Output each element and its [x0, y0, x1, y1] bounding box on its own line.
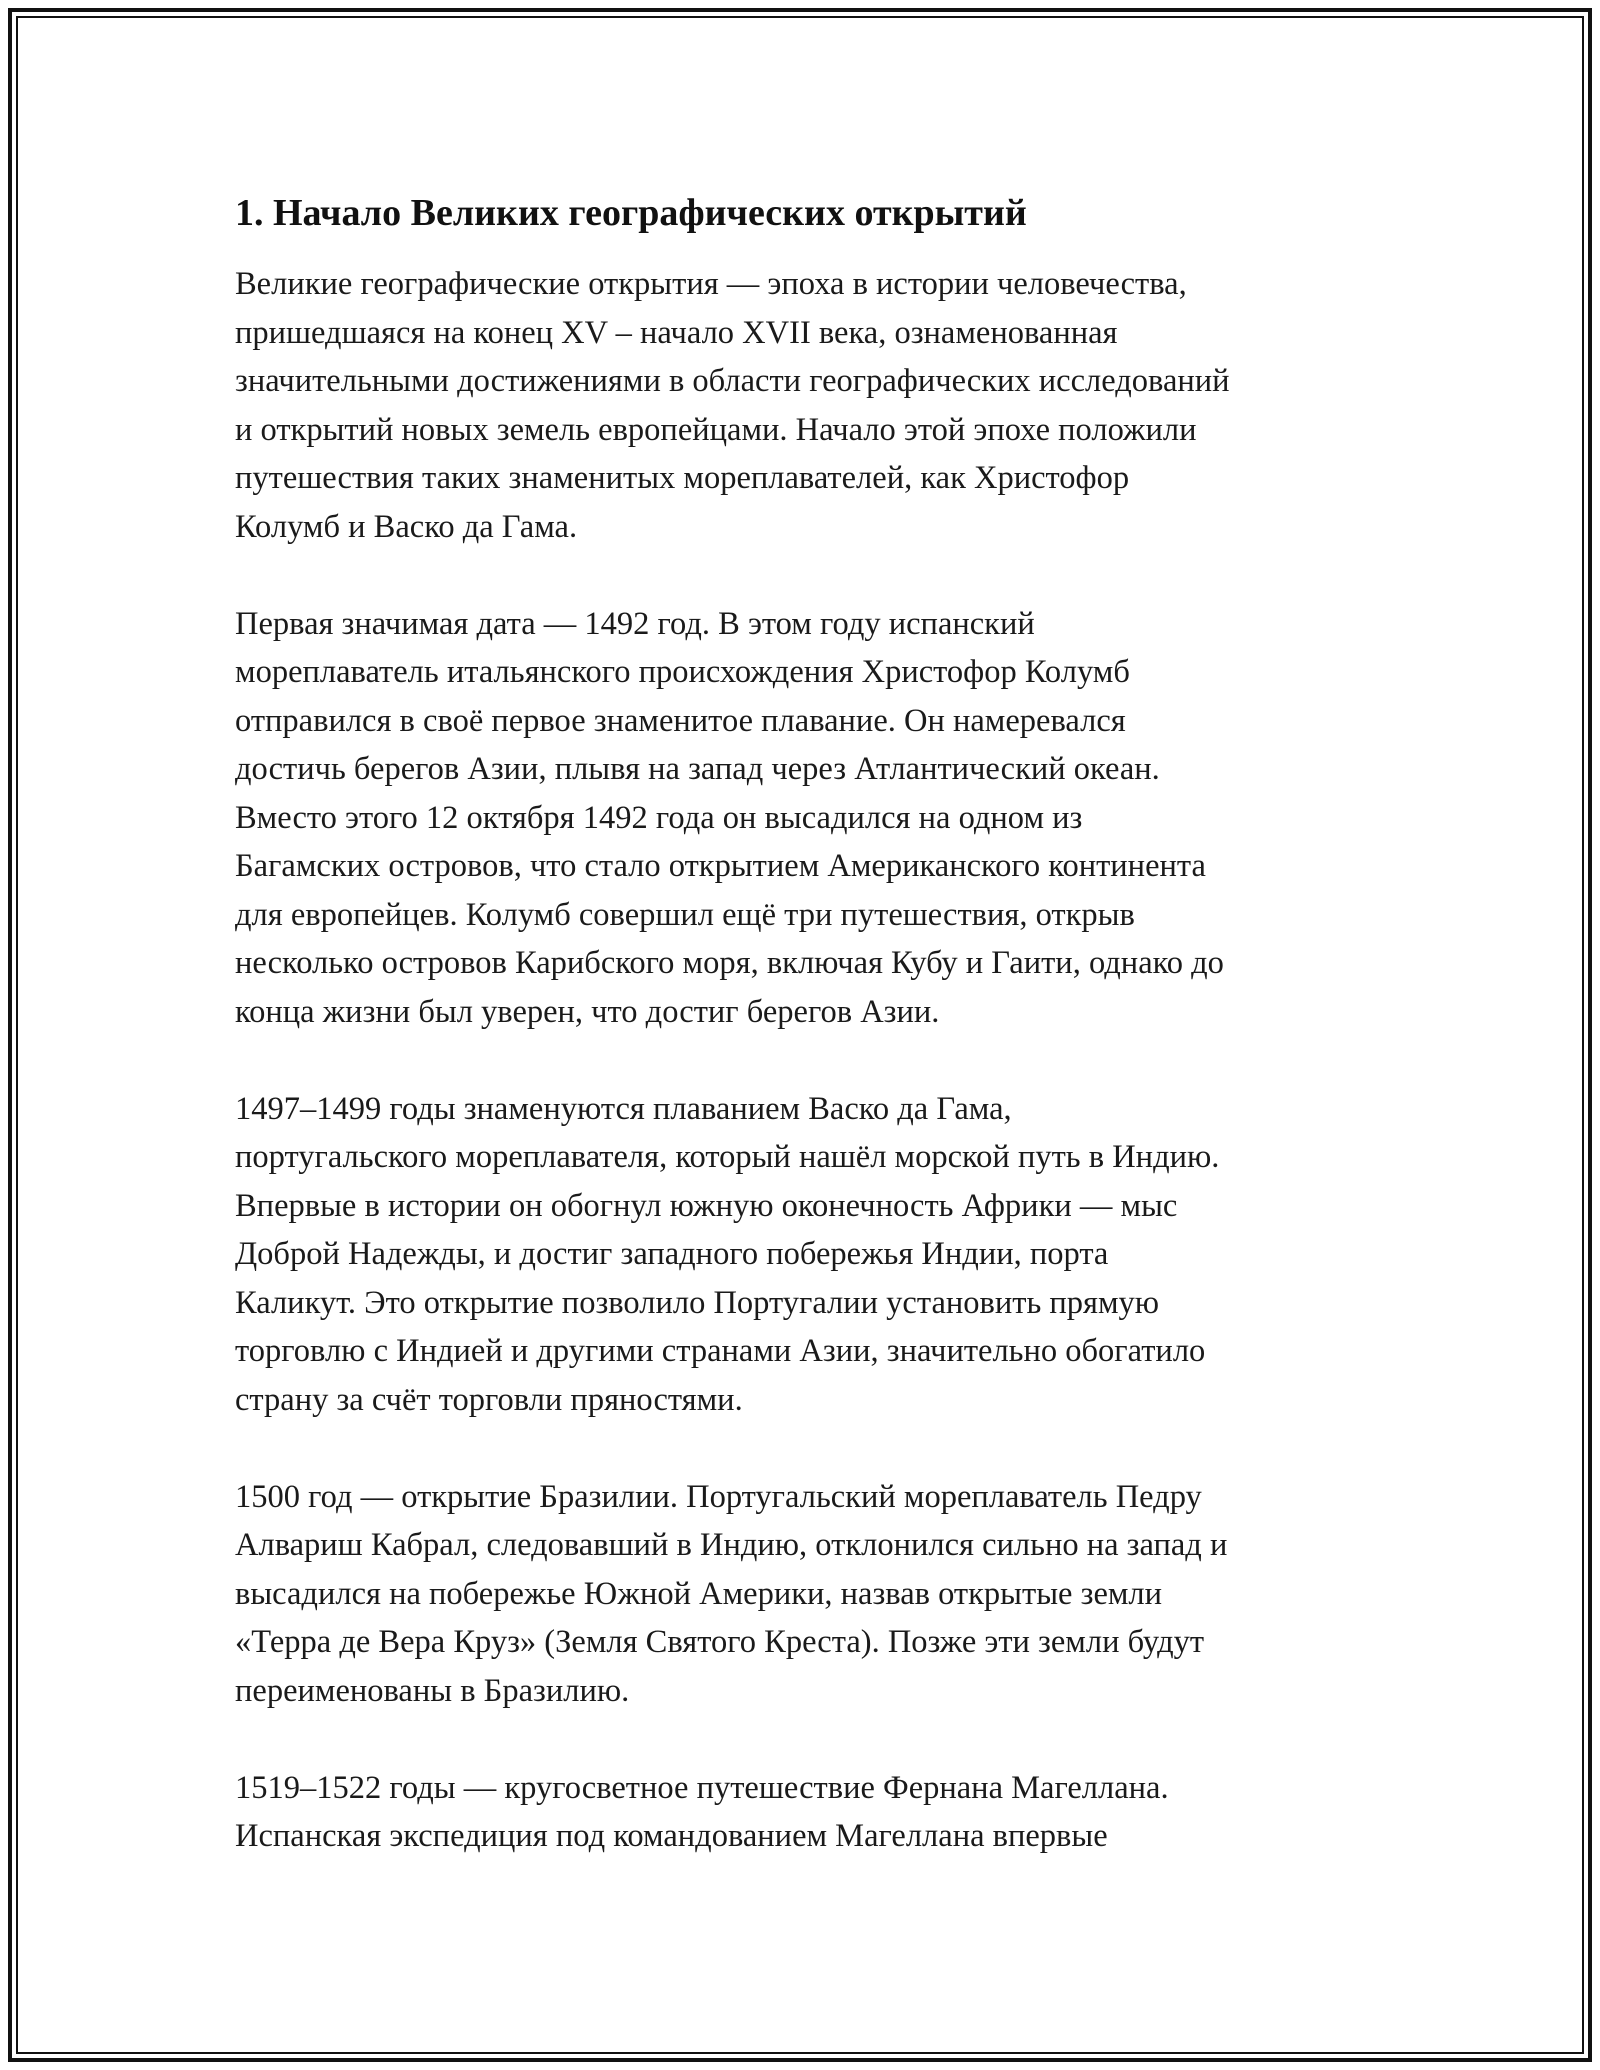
text-line: 1497–1499 годы знаменуются плаванием Васко да Гама,: [235, 1090, 1012, 1127]
section-heading: 1. Начало Великих географических открытий: [235, 192, 1027, 234]
text-line: Колумб и Васко да Гама.: [235, 508, 578, 545]
paragraph-vasco-da-gama: [235, 1085, 1375, 1425]
text-line: мореплаватель итальянского происхождения Христофор Колумб: [235, 654, 1130, 690]
paragraph-columbus: [235, 600, 1375, 1037]
text-line: 1519–1522 годы — кругосветное путешествие Фернана Магеллана.: [235, 1769, 1169, 1806]
text-line: высадился на побережье Южной Америки, назвав открытые земли: [235, 1575, 1163, 1612]
text-line: португальского мореплавателя, который нашёл морской путь в Индию.: [235, 1139, 1220, 1175]
paragraph-brazil: [235, 1473, 1375, 1716]
text-line: Вместо этого 12 октября 1492 года он высадился на одном из: [235, 799, 1083, 836]
text-line: Первая значимая дата — 1492 год. В этом году испанский: [235, 605, 1035, 642]
text-line: и открытий новых земель европейцами. Начало этой эпохе положили: [235, 411, 1197, 448]
text-line: отправился в своё первое знаменитое плавание. Он намеревался: [235, 702, 1126, 739]
text-line: Великие географические открытия — эпоха в истории человечества,: [235, 266, 1187, 302]
text-line: несколько островов Карибского моря, включая Кубу и Гаити, однако до: [235, 945, 1224, 981]
text-line: Багамских островов, что стало открытием Американского континента: [235, 848, 1206, 884]
text-line: Впервые в истории он обогнул южную оконечность Африки — мыс: [235, 1187, 1178, 1224]
text-line: торговлю с Индией и другими странами Азии, значительно обогатило: [235, 1333, 1206, 1369]
text-line: значительными достижениями в области географических исследований: [235, 363, 1230, 399]
text-line: для европейцев. Колумб совершил ещё три путешествия, открыв: [235, 896, 1135, 933]
text-line: страну за счёт торговли пряностями.: [235, 1381, 743, 1418]
paragraph-intro: [235, 260, 1375, 551]
text-line: достичь берегов Азии, плывя на запад через Атлантический океан.: [235, 751, 1160, 787]
text-line: 1500 год — открытие Бразилии. Португальский мореплаватель Педру: [235, 1478, 1202, 1515]
text-line: переименованы в Бразилию.: [235, 1672, 630, 1709]
paragraph-magellan: [235, 1764, 1375, 1861]
text-line: Доброй Надежды, и достиг западного побережья Индии, порта: [235, 1236, 1109, 1272]
text-line: «Терра де Вера Круз» (Земля Святого Креста). Позже эти земли будут: [235, 1624, 1205, 1660]
text-line: Алвариш Кабрал, следовавший в Индию, отклонился сильно на запад и: [235, 1527, 1228, 1563]
text-line: пришедшаяся на конец XV – начало XVII века, ознаменованная: [235, 314, 1118, 351]
text-line: Испанская экспедиция под командованием Магеллана впервые: [235, 1818, 1108, 1854]
text-line: Каликут. Это открытие позволило Португалии установить прямую: [235, 1284, 1160, 1321]
document-body: [235, 188, 1375, 1909]
text-line: конца жизни был уверен, что достиг берегов Азии.: [235, 993, 940, 1030]
text-line: путешествия таких знаменитых мореплавателей, как Христофор: [235, 460, 1130, 496]
